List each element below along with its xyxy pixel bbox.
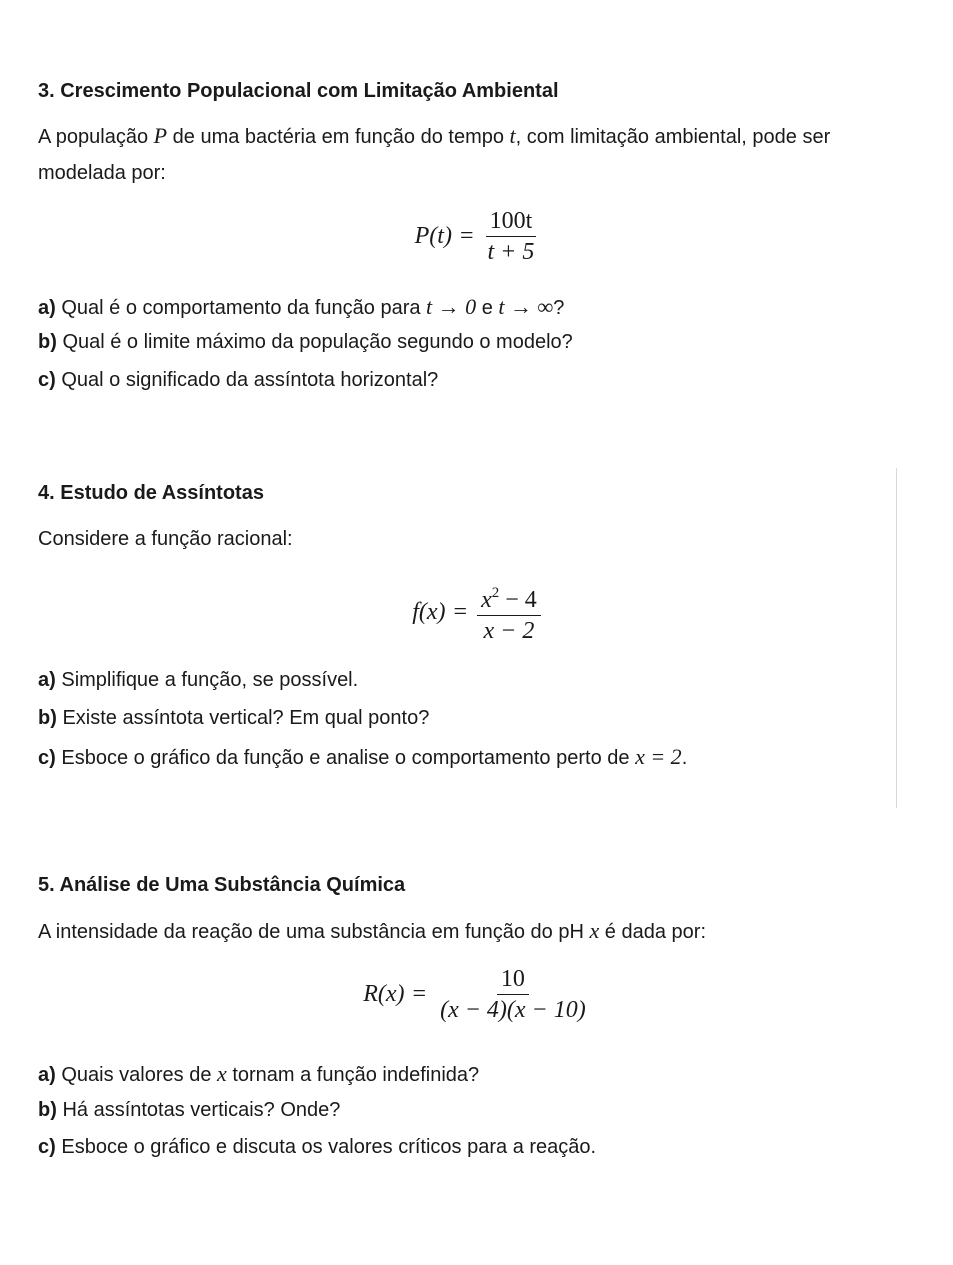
equation-r-of-x: R(x) = $\frac{10}{(x - 4)(x - 10)}$ — [0, 964, 953, 1025]
equation-numerator: 100t — [486, 206, 537, 237]
question-3b: b) Qual é o limite máximo da população segundo o modelo? — [38, 331, 573, 353]
equation-denominator: (x − 4)(x − 10) — [440, 997, 586, 1023]
section-5-intro: A intensidade da reação de uma substância em função do pH x é dada por: — [38, 918, 706, 943]
section-4-title: 4. Estudo de Assíntotas — [38, 482, 264, 504]
question-5c: c) Esboce o gráfico e discuta os valores críticos para a reação. — [38, 1136, 597, 1158]
section-5-title: 5. Análise de Uma Substância Química — [38, 874, 406, 896]
equation-denominator: x − 2 — [483, 618, 535, 644]
question-4c: c) Esboce o gráfico da função e analise o comportamento perto de x = 2. — [38, 744, 688, 769]
question-3a: a) Qual é o comportamento da função para t → 0 e t → ∞? — [38, 294, 565, 319]
equation-numerator: $x^2 - 4$ — [477, 578, 541, 616]
question-5b: b) Há assíntotas verticais? Onde? — [38, 1099, 341, 1121]
question-4b: b) Existe assíntota vertical? Em qual ponto? — [38, 707, 430, 729]
equation-p-of-t: P(t) = $\frac{100t}{t + 5}$ — [0, 206, 953, 267]
question-4a: a) Simplifique a função, se possível. — [38, 669, 359, 691]
equation-denominator: t + 5 — [487, 239, 535, 265]
section-3-title: 3. Crescimento Populacional com Limitação Ambiental — [38, 80, 559, 102]
equation-numerator: 10 — [497, 964, 529, 995]
section-4-intro: Considere a função racional: — [38, 528, 293, 550]
equation-f-of-x: f(x) = $\frac{x^2 - 4}{x - 2}$ — [0, 578, 953, 646]
question-3c: c) Qual o significado da assíntota horizontal? — [38, 369, 439, 391]
question-5a: a) Quais valores de x tornam a função indefinida? — [38, 1061, 480, 1086]
section-3-intro: A população P de uma bactéria em função do tempo t, com limitação ambiental, pode ser modelada por: — [38, 123, 831, 184]
